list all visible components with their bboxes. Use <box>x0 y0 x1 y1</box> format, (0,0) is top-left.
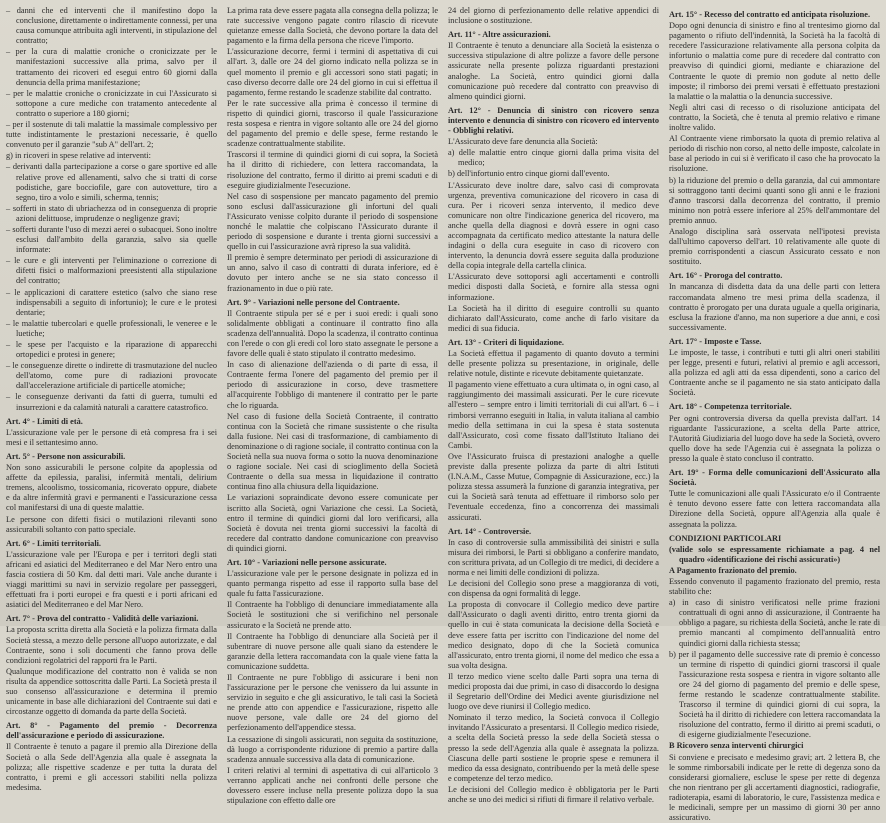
list-item: – sofferti durante l'uso di mezzi aerei o subacquei. Sono inoltre esclusi dall'ambito della garanzia, salvo sia quelle informate: <box>6 224 217 255</box>
paragraph: Il Contraente è tenuto a pagare il premio alla Direzione della Società o alla Sede dell'Agenzia alla quale è assegnata la polizza; alle rispettive scadenze e per tutta la durata del contratto, i premi e gli accessori stabiliti nella polizza medesima. <box>6 742 217 792</box>
paragraph: La Società ha il diritto di eseguire controlli su quanto dichiarato dall'Assicurato, come anche di farlo visitare da medici di sua fiducia. <box>448 303 659 333</box>
article-title: Art. 4° - Limiti di età. <box>6 416 83 426</box>
paragraph: L'assicurazione vale per l'Europa e per i territori degli stati africani ed asiatici del Mediterraneo e del Mar Nero entro una fascia costiera di 50 Km. dal detti mari. Vale anche durante i viaggi marittimi su navi in servizio regolare per passeggeri, effettuati fra i porti europei e fra questi e i porti africani ed asiatici del Mediterraneo e del Mar Nero. <box>6 549 217 610</box>
paragraph: Si conviene e precisato e medesimo gravi; art. 2 lettera B, che le somme rimborsabili indicate per le rette di degenza sono da considerarsi giornaliere, escluse le spese per rette di degenza che non rientrano per gli accertamenti diagnostici, radiografie, radioterapia, esami di laboratorio, le cure, l'assistenza medica e le medicinali, sempre per un massimo di giorni 30 per anno assicurativo. <box>669 752 880 823</box>
paragraph: La proposta di convocare il Collegio medico deve partire dall'Assicurato o dagli aventi diritto, entro trenta giorni da quello in cui è stata comunicata la decisione della Società e deve essere fatta per iscritto con l'indicazione del nome del medico designato, dopo di che la Società comunica all'assicurato, entro trenta giorni, il nome del medico che essa a sua volta designa. <box>448 600 659 670</box>
list-item: – danni che ed interventi che il manifestino dopo la conclusione, direttamente o indirettamente connessi, per una causa comunque attribuita agli interventi, in stipulazione del contratto; <box>6 6 217 46</box>
paragraph: Trascorsi il termine di quindici giorni di cui sopra, la Società ha il diritto di richiedere, con lettera raccomandata, la risoluzione del contratto, fermo il diritto ai premi scaduti e di eseguire giudizialmente l'esecuzione. <box>227 150 438 190</box>
paragraph: L'assicurazione decorre, fermi i termini di aspettativa di cui all'art. 3, dalle ore 24 del giorno indicato nella polizza se in quel momento il premio e gli accessori sono stati pagati; in caso diverso decorre dalle ore 24 del giorno in cui si effettua il pagamento, ferme restando le scadenze stabilite dal contratto. <box>227 47 438 97</box>
article-title: Art. 7° - Prova del contratto - Validità delle variazioni. <box>6 614 199 624</box>
paragraph: Essendo convenuto il pagamento frazionato del premio, resta stabilito che: <box>669 576 880 597</box>
paragraph: La Società effettua il pagamento di quanto dovuto a termini delle presente polizza su presentazione, in originale, delle relative notule, distinte e ricevute debitamente quietanzate. <box>448 349 659 379</box>
paragraph: In caso di alienazione dell'azienda o di parte di essa, il Contraente ferma l'onere del pagamento del premio per il periodo di assicurazione in corso, deve trasmettere all'acquirente l'obbligo di mantenere il contratto per le parte che lo riguarda. <box>227 360 438 410</box>
paragraph: Il terzo medico viene scelto dalle Parti sopra una terna di medici proposta dai due primi, in caso di disaccordo lo designa il Segretario dell'Ordine dei Medici avente giurisdizione nel luogo ove deve riunirsi il Collegio medico. <box>448 671 659 712</box>
article-title: Art. 19° - Forma delle comunicazioni dell'Assicurato alla Società. <box>669 468 880 488</box>
paragraph: – per il sostenute di tali malattie la massimale complessivo per tutte indistintamente le prestazioni necessarie, è quello convenuto per il garanzie "sub A" dell'art. 2; <box>6 120 217 150</box>
paragraph: Il pagamento viene effettuato a cura ultimata o, in ogni caso, al raggiungimento dei massimali assicurati. Per le cure ricevute all'estero – sempre entro i limiti territoriali di cui all'art. 6 – i rimborsi verranno eseguiti in Italia, in valuta italiana al cambio medio della settimana in cui la spesa è stata sostenuta dall'Assicurato, così come fissato dall'Istituto Italiano dei Cambi. <box>448 380 659 450</box>
paragraph: Per le rate successive alla prima è concesso il termine di rispetto di quindici giorni, trascorso il quale l'assicurazione resta sospesa e rientra in vigore soltanto alle ore 24 del giorno del pagamento del premio e delle spese, ferme restando le scadenze contrattualmente stabilite. <box>227 98 438 149</box>
list-item: – sofferti in stato di ubriachezza od in conseguenza di proprie azioni delittuose, imprudenze o negligenze gravi; <box>6 203 217 223</box>
paragraph: L'Assicurato deve sottoporsi agli accertamenti e controlli medici disposti dalla Società, e fornire alla stessa ogni informazione. <box>448 272 659 302</box>
list-item: – per la cura di malattie croniche o cronicizzate per le manifestazioni successive alla prima, salvo per il trattamento dei ricoveri ed esegui entro 60 giorni dalla denuncia della prima manifestazione; <box>6 47 217 87</box>
paragraph: Le imposte, le tasse, i contributi e tutti gli altri oneri stabiliti per legge, presenti e futuri, relativi al premio e agli accessori, alla polizza ed agli atti da essa dipendenti, sono a carico del Contraente anche se il pagamento ne sia stato anticipato dalla Società. <box>669 348 880 398</box>
list-item: b) dell'infortunio entro cinque giorni dall'evento. <box>448 169 610 179</box>
article-title: Art. 13° - Criteri di liquidazione. <box>448 337 565 347</box>
paragraph: Nel caso di sospensione per mancato pagamento del premio sono esclusi dall'assicurazione gli infortuni del quali l'Assicurato venisse colpito durante il periodo di sospensione nonché le malattie che colpiscano l'Assicurato durante il periodo di sospensione e durante i trenta giorni successivi a quello in cui l'assicurazione avrà ripreso la sua validità. <box>227 191 438 252</box>
paragraph: L'assicurazione vale per le persone designate in polizza ed in quanto permanga rispetto ad esse il rapporto sulla base del quale fu fatta l'assicurazione. <box>227 569 438 599</box>
article-title: Art. 12° - Denuncia di sinistro con ricovero senza intervento e denuncia di sinistro con ricovero ed intervento - Obblighi relativi. <box>448 105 659 136</box>
paragraph: Tutte le comunicazioni alle quali l'Assicurato e/o il Contraente è tenuto devono essere fatte con lettera raccomandata alla Direzione della Società, oppure all'Agenzia alla quale è assegnata la polizza. <box>669 489 880 529</box>
paragraph: Dopo ogni denuncia di sinistro e fino al trentesimo giorno dal pagamento o rifiuto dell'indennità, la Società ha la facoltà di recedere l'assicurazione relativamente alla persona colpita da infortunio o malattia come pure di recedere dal contratto con preavviso di quindici giorni, mediante e chiarazione del Contraente le quote di premio non godute al netto delle imposte; il rimborso dei premi versati è effettuato prestazioni la malattie o la malattia o la denuncia successive. <box>669 21 880 101</box>
paragraph: I criteri relativi al termini di aspettativa di cui all'articolo 3 verranno applicati anche nei confronti delle persone che dovessero essere incluse nella presente polizza dopo la sua stipulazione con effetto dalle ore <box>227 765 438 806</box>
article-title: Art. 15° - Recesso del contratto ed anticipata risoluzione. <box>669 10 871 19</box>
paragraph: L'assicurazione vale per le persone di età compresa fra i sei mesi e il settantesimo anno. <box>6 427 217 447</box>
paragraph: La cessazione di singoli assicurati, non seguita da sostituzione, dà luogo a corrispondente riduzione di premio a partire dalla scadenza annuale successiva alla data di comunicazione. <box>227 734 438 764</box>
paragraph: Il Contraente ha l'obbligo di denunciare alla Società per il subentrare di nuove persone alle quali siano da estendere le garanzie della lettera raccomandata con la quale viene fatta la comunicazione suddetta. <box>227 631 438 671</box>
article-title: Art. 14° - Controversie. <box>448 526 532 536</box>
text-column-1 <box>6 6 217 792</box>
paragraph: Nel caso di fusione della Società Contraente, il contratto continua con la Società che rimane sussistente o che risulta dalla fusione. Nei casi di trasformazione, di cambiamento di denominazione o di ragione sociale, il contratto continua con la Società nella sua nuova forma o sotto la nuova denominazione o ragione sociale. Nei casi di scioglimento della Società Contraente o della sua messa in liquidazione il contratto continua fino alla chiusura della liquidazione. <box>227 411 438 492</box>
paragraph: 24 del giorno di perfezionamento delle relative appendici di inclusione o sostituzione. <box>448 6 659 26</box>
article-title: Art. 9° - Variazioni nelle persone del Contraente. <box>227 297 400 307</box>
list-item: – le cure e gli interventi per l'eliminazione o correzione di difetti fisici o malformazioni preesistenti alla stipulazione del contratto; <box>6 256 217 286</box>
article-title: Art. 11° - Altre assicurazioni. <box>448 30 551 40</box>
paragraph: Al Contraente viene rimborsato la quota di premio relativa al periodo di rischio non corso, al netto delle imposte, calcolate in base al periodo in cui si è verificato il caso che ha provocato la risoluzione. <box>669 134 880 174</box>
list-item: a) delle malattie entro cinque giorni dalla prima visita del medico; <box>448 148 659 168</box>
paragraph: Nominato il terzo medico, la Società convoca il Collegio invitando l'Assicurato a presentarsi. Il Collegio medico risiede, a scelta della Società presso la sede della Società stessa o presso la sede dell'Agenzia alla quale è assegnata la polizza. Ciascuna delle parti sostiene le proprie spese e remunera il medico da essa designato, contribuendo per la metà delle spese e competenze del terzo medico. <box>448 713 659 783</box>
text-column-2 <box>227 6 438 806</box>
paragraph: Le decisioni del Collegio medico è obbligatoria per le Parti anche se uno dei medici si rifiuti di firmare il relativo verbale. <box>448 784 659 805</box>
paragraph: Il Contraente è tenuto a denunciare alla Società la esistenza o successiva stipulazione di altre polizze a favore delle persone assicurate nella presente polizza riguardanti prestazioni analoghe. La Società, entro quindici giorni dalla comunicazione può recedere dal contratto con preavviso di almeno quindici giorni. <box>448 41 659 101</box>
list-item: A Pagamento frazionato del premio. <box>669 565 797 575</box>
list-item: – le spese per l'acquisto e la riparazione di apparecchi ortopedici e protesi in genere; <box>6 340 217 360</box>
article-title: Art. 17° - Imposte e Tasse. <box>669 336 762 346</box>
paragraph: L'Assicurato deve fare denuncia alla Società: <box>448 137 598 147</box>
paragraph: Negli altri casi di recesso o di risoluzione anticipata del contratto, la Società, che è tenuta al premio relativo e rimane inoltre valido. <box>669 102 880 133</box>
paragraph: Il premio è sempre determinato per periodi di assicurazione di un anno, salvo il caso di contratti di durata inferiore, ed è dovuto per intero anche se ne sia stato concesso il frazionamento in due o più rate. <box>227 253 438 293</box>
paragraph: Analogo disciplina sarà osservata nell'ipotesi prevista dall'ultimo capoverso dell'art. 10 relativamente alle quote di premio corrispondenti a ciascun Assicurato cessato e non sostituito. <box>669 226 880 267</box>
list-item: – le malattie tubercolari e quelle professionali, le veneree e le luetiche; <box>6 318 217 338</box>
paragraph: Per ogni controversia diversa da quella prevista dall'art. 14 riguardante l'assicurazione, a scelta della Parte attrice, l'Autorità Giudiziaria del luogo dove ha sede la Società, ovvero quello dove ha sede l'Agenzia cui è assegnata la polizza o presso la quale è stato concluso il contratto. <box>669 413 880 463</box>
text-column-4 <box>669 6 880 823</box>
list-item: – derivanti dalla partecipazione a corse o gare sportive ed alle relative prove ed allenamenti, salvo che si tratti di corse podistiche, gare bocciofile, gare con autovetture, tiro a segno, tiro a volo e simili, scherma, tennis; <box>6 162 217 202</box>
list-item: – le conseguenze derivanti da fatti di guerra, tumulti ed insurrezioni e da calamità naturali a carattere catastrofico. <box>6 392 217 412</box>
paragraph: Le variazioni sopraindicate devono essere comunicate per iscritto alla Società, ogni Variazione che cessi. La Società, entro il termine di quindici giorni dal loro verificarsi, alla Società è dovuta nei trenta giorni successivi la facoltà di recedere dal contratto dandone comunicazione con preavviso di quindici giorni. <box>227 493 438 553</box>
list-item: B Ricovero senza interventi chirurgici <box>669 741 804 751</box>
article-title: Art. 6° - Limiti territoriali. <box>6 538 102 548</box>
article-title: Art. 8° - Pagamento del premio - Decorrenza dell'assicurazione e periodo di assicurazione. <box>6 721 217 741</box>
list-item: a) in caso di sinistro verificatosi nelle prime frazioni contrattuali di ogni anno di assicurazione, il Contraente ha obbligo a pagare, su richiesta della Società, anche le rate di premio mancanti al compimento dell'annualità entro quindici giorni dalla richiesta stessa; <box>669 598 880 648</box>
article-title: Art. 5° - Persone non assicurabili. <box>6 451 126 461</box>
paragraph: La prima rata deve essere pagata alla consegna della polizza; le rate successive vengono pagate contro rilascio di ricevute quietanze emesse dalla Società, che devono portare la data del pagamento e la firma della persona che riceve l'importo. <box>227 6 438 46</box>
list-item: – le conseguenze dirette o indirette di trasmutazione del nucleo dell'atomo, come pure di radiazioni provocate dall'accelerazione artificiale di particelle atomiche; <box>6 361 217 391</box>
paragraph: Ove l'Assicurato fruisca di prestazioni analoghe a quelle previste dalla presente polizza da parte di altri Istituti (I.N.A.M., Casse Mutue, Compagnie di Assicurazione, ecc.) la polizza stessa assumerà la funzione di garanzia integrativa, per cui la Società sarà tenuta ad effettuare il rimborso solo per l'eventuale eccedenza, fino a concorrenza dei massimali assicurati. <box>448 451 659 522</box>
list-item: (valide solo se espressamente richiamate a pag. 4 nel quadro «identificazione dei rischi assicurati») <box>669 544 880 564</box>
paragraph: In caso di controversie sulla ammissibilità dei sinistri e sulla misura dei rimborsi, le Parti si obbligano a conferire mandato, con scrittura privata, ad un Collegio di tre medici, di decidere a norma e nei limiti delle condizioni di polizza. <box>448 537 659 577</box>
paragraph: Le decisioni del Collegio sono prese a maggioranza di voti, con dispensa da ogni formalità di legge. <box>448 579 659 599</box>
paragraph: Il Contraente ha l'obbligo di denunciare immediatamente alla Società le sostituzioni che si verifichino nel personale assicurato e la Società ne prende atto. <box>227 600 438 630</box>
paragraph: Le persone con difetti fisici o mutilazioni rilevanti sono assicurabili soltanto con patto speciale. <box>6 514 217 534</box>
list-item: – le applicazioni di carattere estetico (salvo che siano rese indispensabili a seguito di infortunio); le cure e le protesi dentarie; <box>6 287 217 317</box>
paragraph: In mancanza di disdetta data da una delle parti con lettera raccomandata almeno tre mesi prima della scadenza, il contratto è prorogato per una durata uguale a quella originaria, esclusa la frazione d'anno, ma non superiore a due anni, e così successivamente. <box>669 282 880 332</box>
paragraph: La proposta scritta diretta alla Società e la polizza firmata dalla Società stessa, a mezzo delle persone all'uopo autorizzate, e dal Contraente, sono i soli documenti che fanno prova delle condizioni regolatrici del rapporti fra le Parti. <box>6 625 217 665</box>
paragraph: Non sono assicurabili le persone colpite da apoplessia od affette da epilessia, paralisi, infermità mentali, delirium tremens, alcoolismo, tossicomania, ricoverato oppure, diabete e da altre infermità gravi e permanenti e l'assicurazione cessa col manifestarsi di una di queste malattie. <box>6 463 217 513</box>
article-title: Art. 16° - Proroga del contratto. <box>669 271 783 281</box>
paragraph: L'Assicurato deve inoltre dare, salvo casi di comprovata urgenza, preventiva comunicazione del ricovero in casa di cura. Per i ricoveri senza intervento, il medico deve comunicare non oltre l'indicazione generica del ricovero, ma anche quella della diagnosi e dovrà essere in ogni caso accompagnata da certificato medico attestante la natura delle indagini o della cura eseguite in caso di ricovero con intervento, la denuncia dovrà essere seguita dalla produzione della copia integrale della cartella clinica. <box>448 180 659 271</box>
paragraph: Il Contraente ne pure l'obbligo di assicurare i beni non l'assicurazione per le persone che venissero da lui assunte in servizio in seguito e che gli assicurativo, le tali casi la Società ne prende atto con appendice e l'assicurazione, rispetto alle nuove persone, vale dalle ore 24 del giorno del perfezionamento dell'appendice stessa. <box>227 673 438 733</box>
section-heading: CONDIZIONI PARTICOLARI <box>669 533 782 543</box>
paragraph: Qualunque modificazione del contratto non è valida se non risulta da appendice sottoscritta dalle Parti. La Società presta il suo consenso all'assicurazione e determina il premio unicamente in base alle dichiarazioni del Contraente sui dati e circostanze oggetto di domanda da parte della Società. <box>6 666 217 717</box>
text-column-3 <box>448 6 659 805</box>
article-title: Art. 10° - Variazioni nelle persone assicurate. <box>227 557 387 567</box>
list-item: g) in ricoveri in spese relative ad interventi: <box>6 151 151 161</box>
article-title: Art. 18° - Competenza territoriale. <box>669 402 792 412</box>
list-item: – per le malattie croniche o cronicizzate in cui l'Assicurato si sottopone a cure mediche con tratamento antecedente al contratto o superiore a 180 giorni; <box>6 88 217 118</box>
paragraph: Il Contraente stipula per sé e per i suoi eredi: i quali sono solidalmente obbligati a continuare il contratto fino alla scadenza dell'annualità. Dopo la scadenza, il contratto continua con l'erede o con gli eredi col loro stato assegnate le persone a favore delle quali è stato stipulato il contratto medesimo. <box>227 308 438 359</box>
paragraph: b) la riduzione del premio o della garanzia, dal cui ammontare si sottraggono tanti decimi quanti sono gli anni e le frazioni d'anno trascorsi dalla decorrenza del contratto, il premio minimo non potrà essere inferiore al 25% dell'ammontare del premio annuo. <box>669 175 880 225</box>
list-item: b) per il pagamento delle successive rate di premio è concesso un termine di rispetto di quindici giorni trascorsi il quale l'assicurazione resta sospesa e rientra in vigore soltanto alle ore 24 del giorno di pagamento del premio e delle spese, ferme restando le scadenze contrattualmente stabilite. Trascorso il termine di quindici giorni di cui sopra, la Società ha il diritto di richiedere con lettera raccomandata la risoluzione del contratto, fermo il diritto ai premi scaduti, o di esigerne giudizialmente l'esecuzione. <box>669 649 880 740</box>
